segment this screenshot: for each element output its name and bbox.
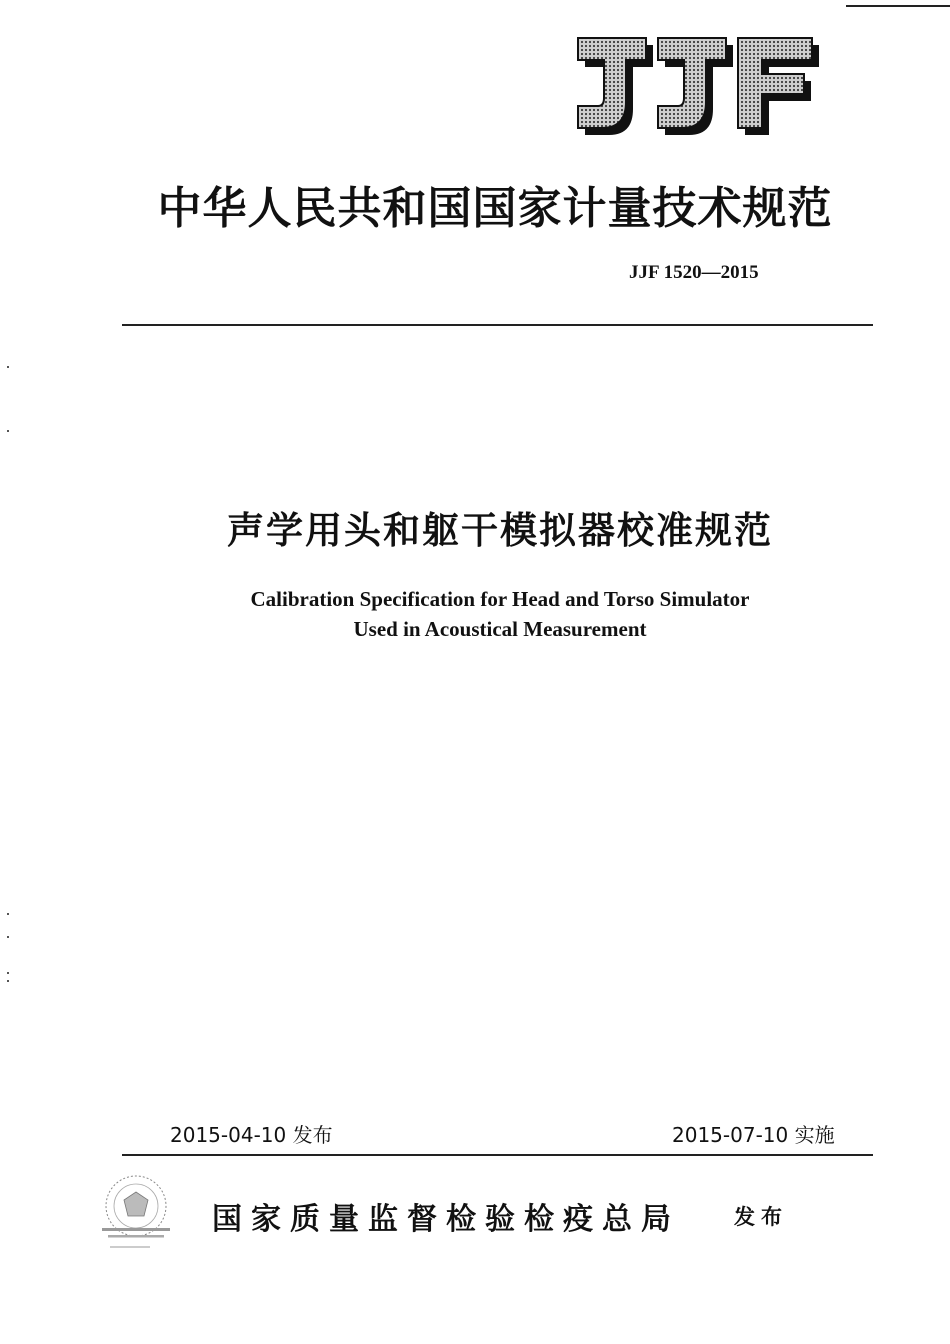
distributor-stamp-icon [96,1170,176,1260]
footer-divider [122,1154,873,1156]
document-title-en-line1: Calibration Specification for Head and Torso Simulator [250,587,750,611]
header-divider [122,324,873,326]
scan-speck [7,366,9,368]
scan-speck [7,980,9,982]
jjf-logo [572,36,822,136]
scan-speck [7,913,9,915]
scan-speck [7,936,9,938]
document-title-zh: 声学用头和躯干模拟器校准规范 [227,509,773,552]
national-spec-title: 中华人民共和国国家计量技术规范 [157,183,833,234]
publisher-suffix: 发布 [734,1205,788,1229]
document-title-en-line2: Used in Acoustical Measurement [353,617,647,641]
scan-speck [7,972,9,974]
top-edge-rule [846,5,950,7]
implementation-date: 2015-07-10 实施 [672,1123,835,1147]
scan-speck [7,430,9,432]
publisher-name: 国家质量监督检验检疫总局 [212,1202,680,1237]
standard-number: JJF 1520—2015 [629,262,759,283]
issue-date: 2015-04-10 发布 [170,1123,333,1147]
